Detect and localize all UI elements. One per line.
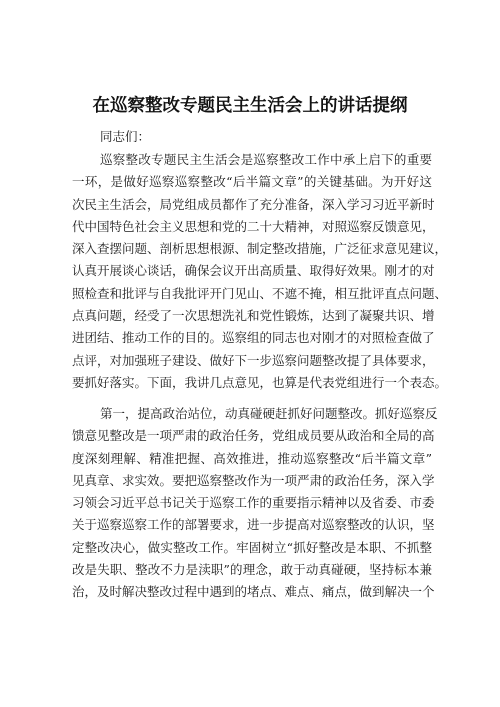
paragraph2-line: 治，及时解决整改过程中遇到的堵点、难点、痛点，做到解决一个 xyxy=(72,584,435,600)
paragraph1-line: 认真开展谈心谈话，确保会议开出高质量、取得好效果。刚才的对 xyxy=(72,263,435,279)
paragraph-2 xyxy=(72,403,438,604)
paragraph2-line: 度深刻理解、精准把握、高效推进，推动巡察整改“后半篇文章” xyxy=(72,450,432,466)
paragraph1-line: 点评，对加强班子建设、做好下一步巡察问题整改提了具体要求， xyxy=(72,352,435,368)
paragraph1-line: 巡察整改专题民主生活会是巡察整改工作中承上启下的重要 xyxy=(100,152,432,167)
paragraph1-line: 要抓好落实。下面，我讲几点意见，也算是代表党组进行一个表态。 xyxy=(72,374,448,390)
paragraph1-line: 代中国特色社会主义思想和党的二十大精神，对照巡察反馈意见， xyxy=(72,218,435,234)
paragraph1-line: 点真问题，经受了一次思想洗礼和党性锻炼，达到了凝聚共识、增 xyxy=(72,308,435,324)
paragraph2-line: 习领会习近平总书记关于巡察工作的重要指示精神以及省委、市委 xyxy=(72,495,435,511)
paragraph2-line: 改是失职、整改不力是渎职”的理念，敢于动真碰硬，坚持标本兼 xyxy=(72,562,432,578)
paragraph2-line: 见真章、求实效。要把巡察整改作为一项严肃的政治任务，深入学 xyxy=(72,472,435,488)
paragraph1-line: 次民主生活会，局党组成员都作了充分准备，深入学习习近平新时 xyxy=(72,196,435,212)
paragraph2-line: 第一，提高政治站位，动真碰硬赶抓好问题整改。抓好巡察反 xyxy=(100,406,438,421)
paragraph1-line: 一环，是做好巡察巡察整改“后半篇文章”的关键基础。为开好这 xyxy=(72,174,432,190)
paragraph-1 xyxy=(72,149,448,394)
paragraph1-line: 进团结、推动工作的目的。巡察组的同志也对刚才的对照检查做了 xyxy=(72,330,435,346)
paragraph1-line: 照检查和批评与自我批评开门见山、不遮不掩，相互批评直点问题、 xyxy=(72,285,448,301)
paragraph2-line: 馈意见整改是一项严肃的政治任务，党组成员要从政治和全局的高 xyxy=(72,428,435,444)
paragraph2-line: 关于巡察巡察工作的部署要求，进一步提高对巡察整改的认识，坚 xyxy=(72,517,435,533)
salutation: 同志们： xyxy=(100,129,151,144)
paragraph1-line: 深入查摆问题、剖析思想根源、制定整改措施，广泛征求意见建议， xyxy=(72,241,448,257)
paragraph2-line: 定整改决心，做实整改工作。牢固树立“抓好整改是本职、不抓整 xyxy=(72,539,432,555)
document-title: 在巡察整改专题民主生活会上的讲话提纲 xyxy=(92,96,408,116)
